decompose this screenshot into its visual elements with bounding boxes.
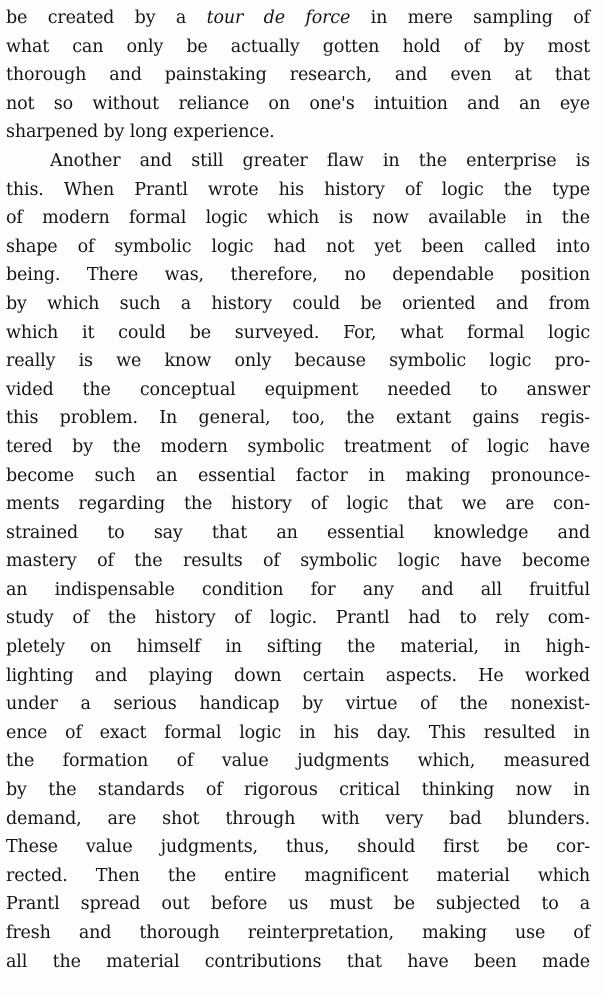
text-line: the formation of value judgments which, measured: [6, 751, 590, 772]
text-line: fresh and thorough reinterpretation, making use of: [6, 923, 590, 943]
body-text: [6, 4, 590, 976]
text-line: ence of exact formal logic in his day. This resulted in: [6, 722, 590, 743]
text-line: really is we know only because symbolic logic pro-: [6, 351, 590, 372]
text-line: shape of symbolic logic had not yet been called into: [6, 236, 590, 257]
text-line: pletely on himself in sifting the material, in high-: [6, 637, 590, 658]
text-line: of modern formal logic which is now available in the: [6, 208, 590, 229]
text-line: which it could be surveyed. For, what formal logic: [6, 322, 590, 343]
text-line: study of the history of logic. Prantl had to rely com-: [6, 608, 590, 629]
text-line: strained to say that an essential knowledge and: [6, 522, 590, 543]
text-line: vided the conceptual equipment needed to answer: [6, 379, 590, 400]
text-line: tered by the modern symbolic treatment of logic have: [6, 436, 590, 457]
text-line: by which such a history could be oriented and from: [6, 293, 590, 314]
text-line: being. There was, therefore, no dependable position: [6, 265, 590, 286]
text-line: mastery of the results of symbolic logic have become: [6, 551, 590, 572]
text-line: not so without reliance on one's intuition and an eye: [6, 93, 590, 114]
text-line: what can only be actually gotten hold of by most: [6, 36, 590, 57]
text-line: an indispensable condition for any and all fruitful: [6, 579, 590, 600]
paragraph-2: [6, 147, 590, 976]
text-line: sharpened by long experience.: [6, 122, 275, 143]
paragraph-1: [6, 4, 590, 147]
text-line: thorough and painstaking research, and even at that: [6, 65, 590, 86]
text-line: be created by a tour de force in mere sampling of: [6, 8, 590, 28]
text-line: under a serious handicap by virtue of the nonexist-: [6, 694, 590, 715]
text-line: Another and still greater flaw in the enterprise is: [50, 150, 590, 171]
text-line: Prantl spread out before us must be subjected to a: [6, 894, 590, 915]
text-line: demand, are shot through with very bad blunders.: [6, 808, 590, 829]
text-line: These value judgments, thus, should first be cor-: [6, 837, 590, 858]
text-line: this. When Prantl wrote his history of logic the type: [6, 179, 590, 200]
text-line: become such an essential factor in making pronounce-: [6, 465, 590, 486]
text-line: all the material contributions that have been made: [6, 951, 590, 972]
text-line: lighting and playing down certain aspects. He worked: [6, 665, 590, 686]
text-line: rected. Then the entire magnificent material which: [6, 865, 590, 886]
italic-phrase: tour de force: [206, 8, 351, 28]
text-line: ments regarding the history of logic that we are con-: [6, 494, 590, 515]
text-line: by the standards of rigorous critical thinking now in: [6, 780, 590, 801]
text-line: this problem. In general, too, the extant gains regis-: [6, 408, 590, 429]
